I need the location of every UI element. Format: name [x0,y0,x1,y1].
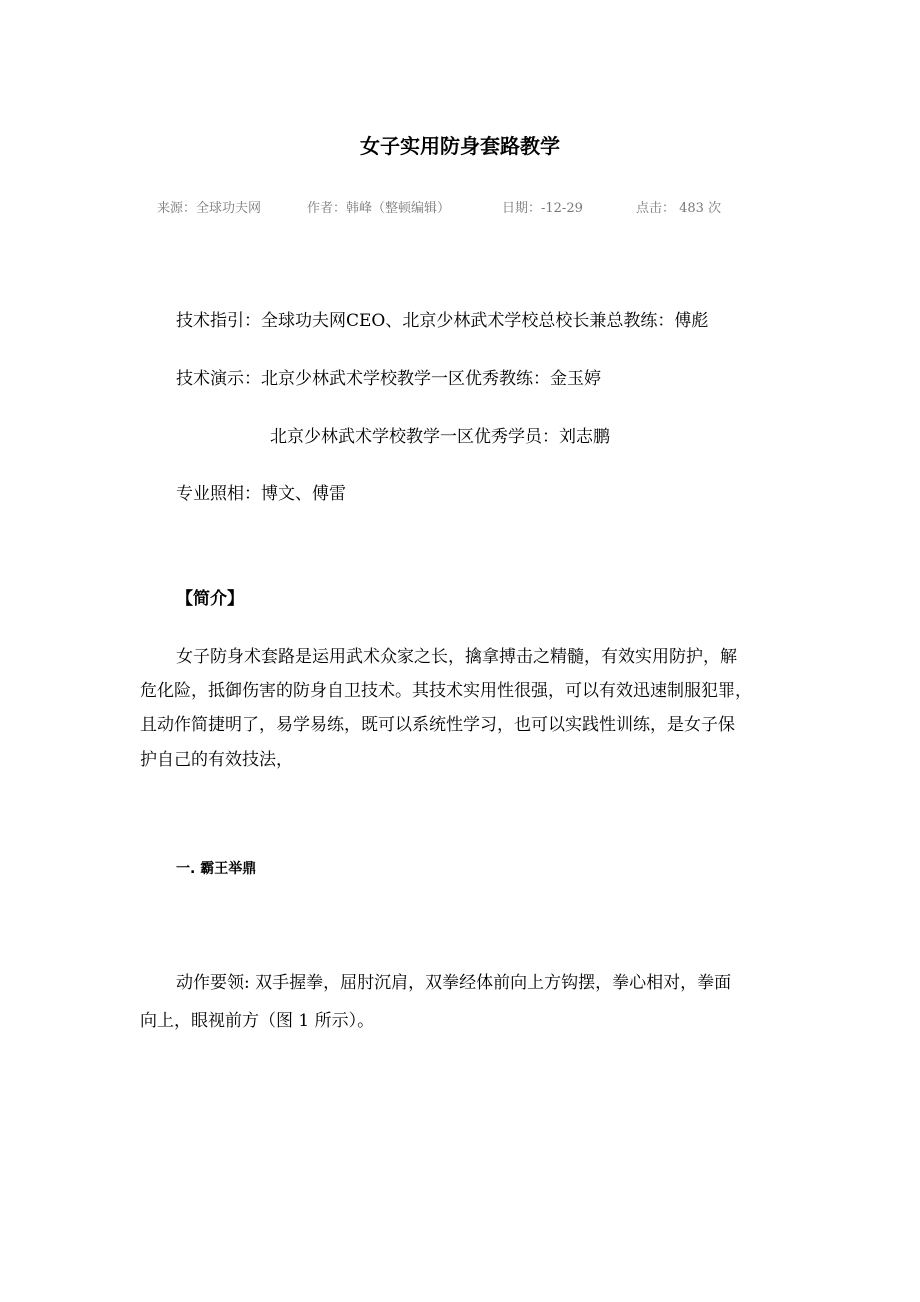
meta-date: 日期：-12-29 [502,201,583,216]
credit-line: 技术演示：北京少林武术学校教学一区优秀教练：金玉婷 [176,369,601,389]
intro-line: 女子防身术套路是运用武术众家之长，擒拿搏击之精髓，有效实用防护，解 [176,647,737,667]
section-heading: 一. 霸王举鼎 [176,861,257,877]
section-line: 向上，眼视前方（图 1 所示）。 [140,1011,375,1031]
page-title: 女子实用防身套路教学 [360,134,560,158]
intro-line: 且动作简捷明了，易学易练，既可以系统性学习，也可以实践性训练，是女子保 [140,715,735,735]
meta-source: 来源：全球功夫网 [157,201,262,216]
credit-line: 技术指引：全球功夫网CEO、北京少林武术学校总校长兼总教练：傅彪 [176,311,709,331]
meta-author: 作者：韩峰（整顿编辑） [307,201,451,216]
credit-line: 专业照相：博文、傅雷 [176,484,346,504]
intro-line: 危化险，抵御伤害的防身自卫技术。其技术实用性很强，可以有效迅速制服犯罪， [140,681,752,701]
intro-heading: 【简介】 [176,589,244,609]
section-line: 动作要领: 双手握拳，屈肘沉肩，双拳经体前向上方钩摆，拳心相对，拳面 [176,973,732,993]
intro-line: 护自己的有效技法， [140,750,293,770]
credit-line: 北京少林武术学校教学一区优秀学员：刘志鹏 [270,427,610,447]
meta-clicks: 点击： 483 次 [636,201,722,216]
